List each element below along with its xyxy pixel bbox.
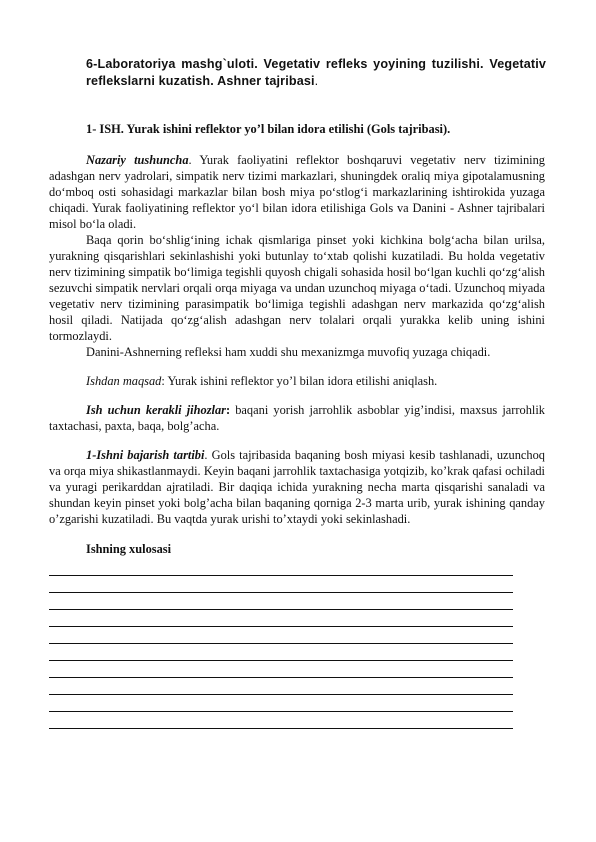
answer-line[interactable]: [49, 644, 513, 661]
answer-line[interactable]: [49, 559, 513, 576]
title-text: 6-Laboratoriya mashg`uloti. Vegetativ refleks yoyining tuzilishi. Vegetativ reflekslarni kuzatish. Ashner tajribasi: [86, 57, 546, 88]
answer-line[interactable]: [49, 610, 513, 627]
answer-line[interactable]: [49, 678, 513, 695]
answer-line[interactable]: [49, 576, 513, 593]
answer-line[interactable]: [49, 695, 513, 712]
equipment-paragraph: [49, 402, 545, 434]
title-period: .: [314, 74, 319, 88]
equipment-text: baqani yorish jarrohlik asboblar yig’indisi, maxsus jarrohlik taxtachasi, paxta, baqa, bolg’acha.: [49, 403, 545, 433]
theory-label: Nazariy tushuncha: [86, 153, 189, 167]
conclusion-heading: Ishning xulosasi: [86, 542, 172, 556]
equipment-colon: :: [225, 403, 231, 417]
answer-line[interactable]: [49, 627, 513, 644]
theory-paragraph: [49, 152, 545, 232]
section-heading: 1- ISH. Yurak ishini reflektor yo’l bilan idora etilishi (Gols tajribasi).: [86, 122, 451, 136]
procedure-paragraph: [49, 447, 545, 527]
document-title: [86, 56, 546, 90]
equipment-label: Ish uchun kerakli jihozlar: [86, 403, 226, 417]
goal-text: : Yurak ishini reflektor yo’l bilan idora etilishi aniqlash.: [161, 374, 438, 388]
procedure-text: . Gols tajribasida baqaning bosh miyasi kesib tashlanadi, uzunchoq va orqa miya shikastlanmaydi. Keyin baqani jarrohlik taxtachasiga yotqizib, ko’krak qafasi ochiladi va yuragi perikarddan ajratiladi. Bir daqiqa ichida yurakning necha marta qisqarishi sanaladi va shundan keyin pinset yoki bolg’acha bilan baqaning qorniga 2-3 marta urib, yurak ishining qanday o’zgarishi kuzatiladi. Bu vaqtda yurak urishi to’xtaydi yoki sekinlashadi.: [49, 448, 546, 526]
document-body: [49, 121, 545, 729]
theory-paragraph-3: Danini-Ashnerning refleksi ham xuddi shu mexanizmga muvofiq yuzaga chiqadi.: [86, 345, 491, 359]
answer-line[interactable]: [49, 593, 513, 610]
answer-line[interactable]: [49, 712, 513, 729]
procedure-label: 1-Ishni bajarish tartibi: [86, 448, 205, 462]
goal-paragraph: [49, 373, 545, 389]
goal-label: Ishdan maqsad: [86, 374, 162, 388]
answer-line[interactable]: [49, 661, 513, 678]
theory-text: . Yurak faoliyatini reflektor boshqaruvi vegetativ nerv tizimining adashgan nerv yadrolari, simpatik nerv tizimi markazlari, shuningdek oraliq miya gipotalamusning do‘mboq osti sohasidagi markazlar bilan bosh miya po‘stlog‘i markazlarining ishtirokida yuzaga chiqadi. Yurak faoliyatining reflektor yo‘l bilan idora etilishiga Gols va Danini - Ashner tajribalari misol bo‘la oladi.: [49, 153, 546, 231]
conclusion-blank-lines[interactable]: [49, 559, 513, 729]
theory-paragraph-2: Baqa qorin bo‘shlig‘ining ichak qismlariga pinset yoki kichkina bolg‘acha bilan urilsa, yurakning qisqarishlari sekinlashishi yoki butunlay to‘xtab qolishi kuzatiladi. Bu holda vegetativ nerv tizimining simpatik bo‘limiga tegishli quyosh chigali sohasida hosil bo‘lgan kuchli qo‘zg‘alish sezuvchi simpatik nervlari orqali orqa miyaga va undan uzunchoq miyaga o‘tadi. Uzunchoq miyada vegetativ nerv tizimining parasimpatik bo‘limiga tegishli adashgan nerv markazida qo‘zg‘alish hosil qiladi. Natijada qo‘zg‘alish adashgan nerv tolalari orqali yurakka kelib uning ishini tormozlaydi.: [49, 233, 545, 343]
